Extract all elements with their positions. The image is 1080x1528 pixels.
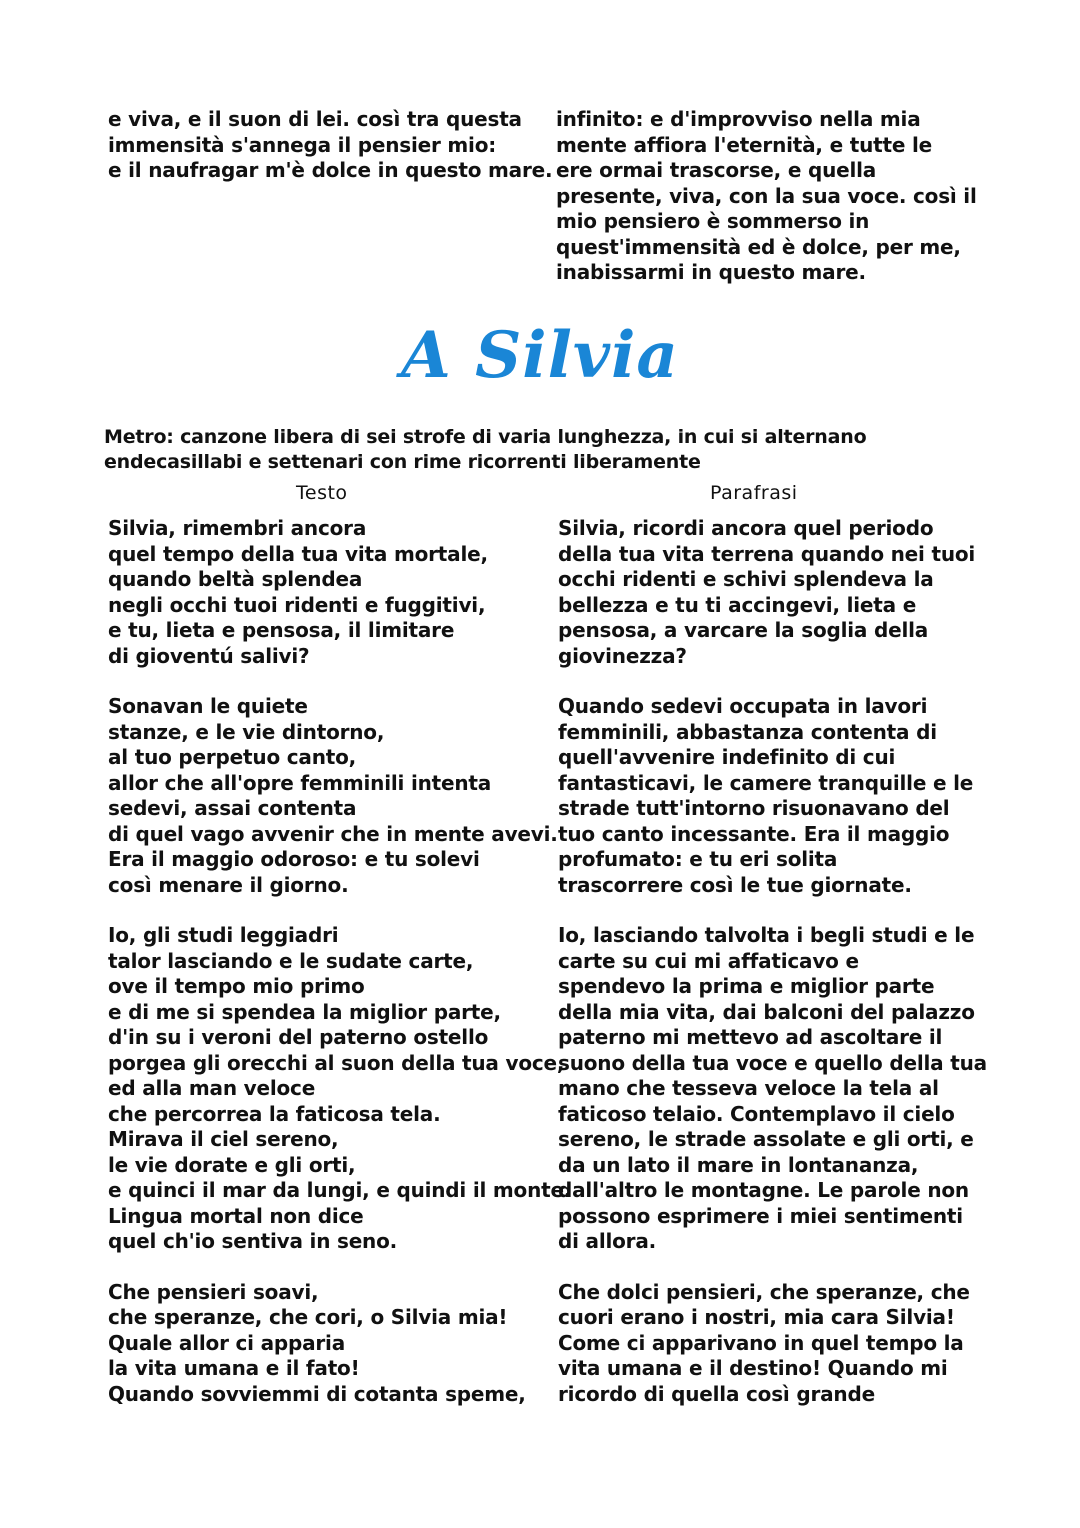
verse-line: Era il maggio odoroso: e tu solevi xyxy=(108,847,480,871)
paraphrase-line: giovinezza? xyxy=(558,643,687,668)
paraphrase-line: Quando sedevi occupata in lavori xyxy=(558,694,928,718)
stanza-2 xyxy=(558,694,988,898)
paraphrase-line: bellezza e tu ti accingevi, lieta e xyxy=(558,592,917,617)
paraphrase-line: mio pensiero è sommerso in xyxy=(556,209,870,233)
verse-line: talor lasciando e le sudate carte, xyxy=(108,948,474,973)
paraphrase-line: presente, viva, con la sua voce. così il xyxy=(556,183,977,208)
parafrasi-header: Parafrasi xyxy=(710,482,798,504)
paraphrase-line: mano che tesseva veloce la tela al xyxy=(558,1076,939,1100)
verse-line: che percorrea la faticosa tela. xyxy=(108,1101,441,1126)
verse-line: Che pensieri soavi, xyxy=(108,1279,319,1304)
paraphrase-line: quest'immensità ed è dolce, per me, xyxy=(556,234,961,259)
verse-line: immensità s'annega il pensier mio: xyxy=(108,132,497,157)
stanza-4 xyxy=(558,1280,988,1408)
verse-line: Lingua mortal non dice xyxy=(108,1203,364,1228)
stanza-1 xyxy=(558,516,988,669)
paraphrase-line: cuori erano i nostri, mia cara Silvia! xyxy=(558,1305,955,1329)
verse-line: Silvia, rimembri ancora xyxy=(108,516,367,540)
paraphrase-line: occhi ridenti e schivi splendeva la xyxy=(558,567,934,591)
paraphrase-line: dall'altro le montagne. Le parole non xyxy=(558,1178,969,1202)
paraphrase-line: Come ci apparivano in quel tempo la xyxy=(558,1330,964,1355)
paraphrase-line: femminili, abbastanza contenta di xyxy=(558,719,937,744)
verse-line: Io, gli studi leggiadri xyxy=(108,923,339,947)
verse-line: ove il tempo mio primo xyxy=(108,974,365,998)
paraphrase-line: sereno, le strade assolate e gli orti, e xyxy=(558,1127,974,1151)
paraphrase-line: spendevo la prima e miglior parte xyxy=(558,974,935,998)
stanza-3 xyxy=(558,923,988,1255)
verse-line: e quinci il mar da lungi, e quindi il monte. xyxy=(108,1178,572,1202)
paraphrase-line: mente affiora l'eternità, e tutte le xyxy=(556,132,932,157)
verse-line: e tu, lieta e pensosa, il limitare xyxy=(108,618,455,642)
parafrasi-column xyxy=(558,516,988,1432)
paraphrase-line: possono esprimere i miei sentimenti xyxy=(558,1203,963,1228)
previous-poem-paraphrase-column xyxy=(556,107,986,311)
verse-line: Quando sovviemmi di cotanta speme, xyxy=(108,1381,526,1406)
paraphrase-line: fantasticavi, le camere tranquille e le xyxy=(558,770,974,795)
verse-line: sedevi, assai contenta xyxy=(108,796,357,820)
stanza xyxy=(556,107,986,286)
verse-line: quando beltà splendea xyxy=(108,567,363,591)
paraphrase-line: della mia vita, dai balconi del palazzo xyxy=(558,999,975,1024)
paraphrase-line: Io, lasciando talvolta i begli studi e le xyxy=(558,923,975,947)
paraphrase-line: paterno mi mettevo ad ascoltare il xyxy=(558,1025,943,1049)
paraphrase-line: trascorrere così le tue giornate. xyxy=(558,872,912,897)
verse-line: Mirava il ciel sereno, xyxy=(108,1127,339,1151)
paraphrase-line: infinito: e d'improvviso nella mia xyxy=(556,107,921,131)
verse-line: Sonavan le quiete xyxy=(108,694,308,718)
paraphrase-line: profumato: e tu eri solita xyxy=(558,847,838,871)
paraphrase-line: quell'avvenire indefinito di cui xyxy=(558,745,896,769)
verse-line: allor che all'opre femminili intenta xyxy=(108,770,492,795)
paraphrase-line: tuo canto incessante. Era il maggio xyxy=(558,821,950,846)
paraphrase-line: ricordo di quella così grande xyxy=(558,1381,875,1406)
verse-line: le vie dorate e gli orti, xyxy=(108,1152,356,1177)
verse-line: d'in su i veroni del paterno ostello xyxy=(108,1025,489,1049)
previous-poem-text-column xyxy=(108,107,553,209)
testo-header: Testo xyxy=(296,482,348,504)
verse-line: quel tempo della tua vita mortale, xyxy=(108,541,488,566)
metro-description xyxy=(104,425,984,475)
stanza-3 xyxy=(108,923,572,1255)
stanza-2 xyxy=(108,694,558,898)
metro-line: endecasillabi e settenari con rime ricorrenti liberamente xyxy=(104,451,701,473)
verse-line: e il naufragar m'è dolce in questo mare. xyxy=(108,158,553,182)
verse-line: e di me si spendea la miglior parte, xyxy=(108,999,501,1024)
testo-column xyxy=(108,516,572,1432)
stanza-4 xyxy=(108,1280,548,1408)
verse-line: al tuo perpetuo canto, xyxy=(108,745,357,769)
paraphrase-line: Silvia, ricordi ancora quel periodo xyxy=(558,516,934,540)
paraphrase-line: carte su cui mi affaticavo e xyxy=(558,948,859,973)
stanza xyxy=(108,107,553,184)
verse-line: Quale allor ci apparia xyxy=(108,1330,346,1355)
verse-line: e viva, e il suon di lei. così tra questa xyxy=(108,107,522,131)
paraphrase-line: suono della tua voce e quello della tua xyxy=(558,1050,987,1075)
paraphrase-line: di allora. xyxy=(558,1229,657,1253)
verse-line: la vita umana e il fato! xyxy=(108,1356,360,1380)
verse-line: stanze, e le vie dintorno, xyxy=(108,719,385,744)
paraphrase-line: ere ormai trascorse, e quella xyxy=(556,158,877,182)
paraphrase-line: inabissarmi in questo mare. xyxy=(556,260,866,284)
paraphrase-line: della tua vita terrena quando nei tuoi xyxy=(558,541,976,566)
verse-line: ed alla man veloce xyxy=(108,1076,316,1100)
verse-line: quel ch'io sentiva in seno. xyxy=(108,1229,398,1253)
verse-line: negli occhi tuoi ridenti e fuggitivi, xyxy=(108,592,486,617)
paraphrase-line: Che dolci pensieri, che speranze, che xyxy=(558,1279,970,1304)
stanza-1 xyxy=(108,516,548,669)
poem-title: A Silvia xyxy=(401,318,679,393)
verse-line: così menare il giorno. xyxy=(108,872,349,897)
verse-line: che speranze, che cori, o Silvia mia! xyxy=(108,1305,508,1329)
paraphrase-line: pensosa, a varcare la soglia della xyxy=(558,618,929,642)
verse-line: porgea gli orecchi al suon della tua voce, xyxy=(108,1050,565,1075)
paraphrase-line: strade tutt'intorno risuonavano del xyxy=(558,796,950,820)
verse-line: di quel vago avvenir che in mente avevi. xyxy=(108,821,558,846)
paraphrase-line: faticoso telaio. Contemplavo il cielo xyxy=(558,1101,955,1126)
metro-line: Metro: canzone libera di sei strofe di varia lunghezza, in cui si alternano xyxy=(104,426,867,448)
paraphrase-line: da un lato il mare in lontananza, xyxy=(558,1152,919,1177)
verse-line: di gioventú salivi? xyxy=(108,643,310,668)
paraphrase-line: vita umana e il destino! Quando mi xyxy=(558,1356,948,1380)
